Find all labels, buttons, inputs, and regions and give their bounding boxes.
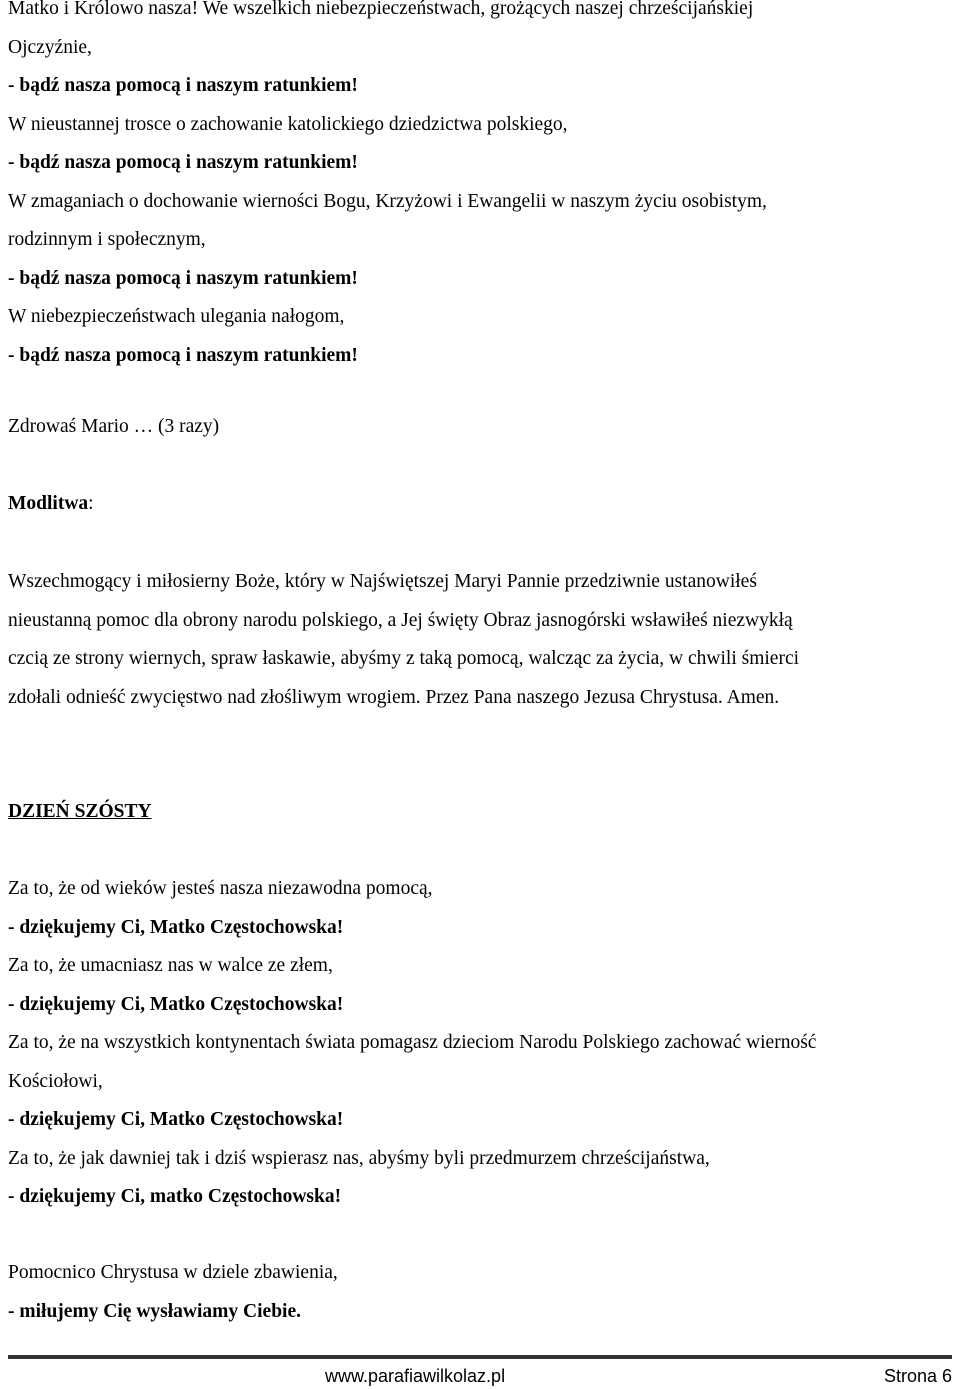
response-line: - dziękujemy Ci, Matko Częstochowska! <box>8 1109 344 1130</box>
response-line: - bądź nasza pomocą i naszym ratunkiem! <box>8 75 358 96</box>
response-line: - bądź nasza pomocą i naszym ratunkiem! <box>8 267 358 289</box>
prayer-label-section <box>8 485 94 524</box>
prayer-line: zdołali odnieść zwycięstwo nad złośliwym wrogiem. Przez Pana naszego Jezusa Chrystusa. Amen. <box>8 686 780 708</box>
hail-mary-line: Zdrowaś Mario … (3 razy) <box>8 416 220 437</box>
response-line: - dziękujemy Ci, matko Częstochowska! <box>8 1186 342 1207</box>
invocation-line: Ojczyźnie, <box>8 36 92 58</box>
invocation-line: Matko i Królowo nasza! We wszelkich niebezpieczeństwach, grożących naszej chrześcijańskiej <box>8 0 754 19</box>
invocation-line: W zmaganiach o dochowanie wierności Bogu, Krzyżowi i Ewangelii w naszym życiu osobistym, <box>8 190 767 212</box>
prayer-line: Wszechmogący i miłosierny Boże, który w Najświętszej Maryi Pannie przedziwnie ustanowiłeś <box>8 571 757 592</box>
prayer-body <box>8 563 799 717</box>
footer-website: www.parafiawilkolaz.pl <box>325 1366 506 1386</box>
invocation-line: Za to, że umacniasz nas w walce ze złem, <box>8 955 333 976</box>
response-line: - dziękujemy Ci, Matko Częstochowska! <box>8 993 344 1015</box>
response-line: - dziękujemy Ci, Matko Częstochowska! <box>8 916 344 938</box>
litany-section-1 <box>8 0 767 375</box>
prayer-line: czcią ze strony wiernych, spraw łaskawie, abyśmy z taką pomocą, walcząc za życia, w chwili śmierci <box>8 648 800 669</box>
prayer-line: nieustanną pomoc dla obrony narodu polskiego, a Jej święty Obraz jasnogórski wsławiłeś niezwykłą <box>8 609 793 631</box>
response-line: - miłujemy Cię wysławiamy Ciebie. <box>8 1300 301 1322</box>
day-heading-section <box>8 793 152 832</box>
invocation-line: Pomocnico Chrystusa w dziele zbawienia, <box>8 1262 338 1283</box>
invocation-line: Za to, że od wieków jesteś nasza niezawodna pomocą, <box>8 878 433 899</box>
litany-section-2 <box>8 870 816 1217</box>
hail-mary-section <box>8 408 219 447</box>
day-heading: DZIEŃ SZÓSTY <box>8 801 152 822</box>
invocation-line: rodzinnym i społecznym, <box>8 229 206 250</box>
invocation-line: Za to, że na wszystkich kontynentach świata pomagasz dzieciom Narodu Polskiego zachować wierność <box>8 1032 817 1053</box>
response-line: - bądź nasza pomocą i naszym ratunkiem! <box>8 152 358 173</box>
prayer-label-text: Modlitwa <box>8 493 89 514</box>
response-line: - bądź nasza pomocą i naszym ratunkiem! <box>8 344 358 366</box>
footer-page-number: Strona 6 <box>883 1366 952 1386</box>
invocation-line: Za to, że jak dawniej tak i dziś wspierasz nas, abyśmy byli przedmurzem chrześcijaństwa, <box>8 1147 710 1169</box>
prayer-label <box>8 485 94 524</box>
invocation-line: W nieustannej trosce o zachowanie katolickiego dziedzictwa polskiego, <box>8 113 568 135</box>
page-footer <box>8 1364 952 1388</box>
invocation-line: W niebezpieczeństwach ulegania nałogom, <box>8 306 345 327</box>
prayer-label-colon: : <box>88 493 94 514</box>
closing-section <box>8 1254 338 1331</box>
invocation-line: Kościołowi, <box>8 1070 103 1092</box>
footer-divider <box>8 1355 952 1359</box>
